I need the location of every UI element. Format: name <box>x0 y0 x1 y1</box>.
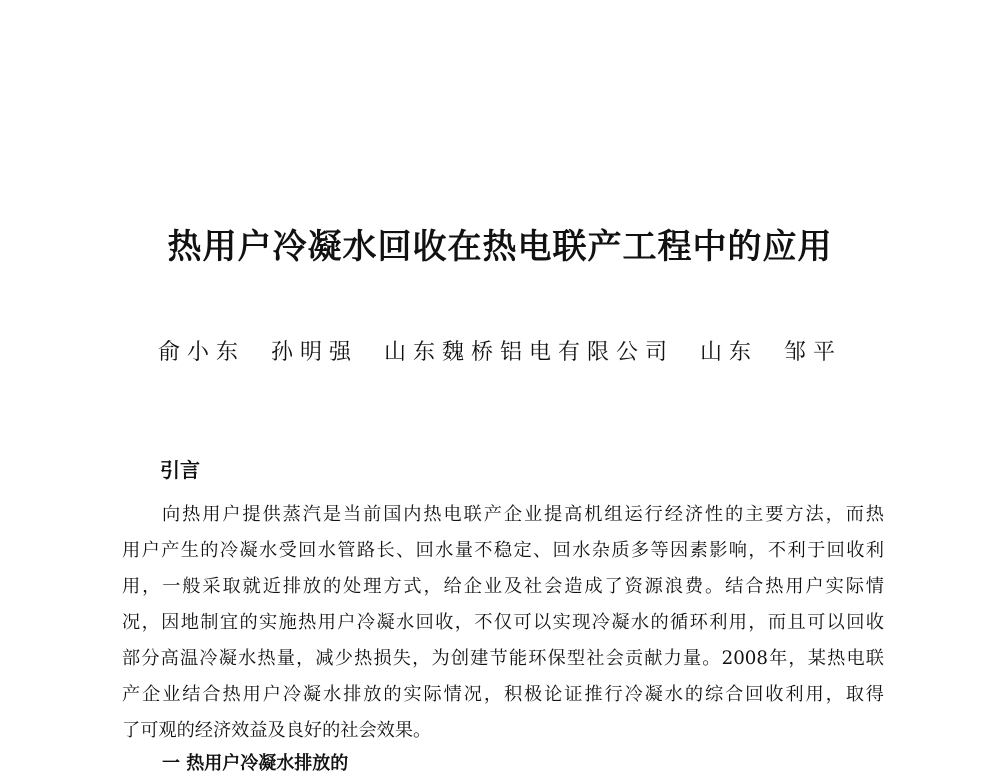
body-paragraph <box>122 497 884 749</box>
paper-title: 热用户冷凝水回收在热电联产工程中的应用 <box>167 227 833 267</box>
paragraph-line: 用户产生的冷凝水受回水管路长、回水量不稳定、回水杂质多等因素影响，不利于回收利 <box>122 540 884 561</box>
paragraph-line: 部分高温冷凝水热量，减少热损失，为创建节能环保型社会贡献力量。2008年，某热电联 <box>122 648 884 669</box>
paragraph-line: 用，一般采取就近排放的处理方式，给企业及社会造成了资源浪费。结合热用户实际情 <box>122 576 884 597</box>
paragraph-line: 产企业结合热用户冷凝水排放的实际情况，积极论证推行冷凝水的综合回收利用，取得 <box>122 684 884 705</box>
affiliation: 山东魏桥铝电有限公司 <box>383 340 674 365</box>
paragraph-line: 了可观的经济效益及良好的社会效果。 <box>122 720 432 741</box>
city: 邹平 <box>784 340 843 365</box>
author-name: 孙明强 <box>270 340 358 365</box>
next-heading-cropped <box>162 748 382 774</box>
province: 山东 <box>700 340 759 365</box>
paragraph-line: 向热用户提供蒸汽是当前国内热电联产企业提高机组运行经济性的主要方法，而热 <box>162 504 884 525</box>
byline <box>0 336 1000 370</box>
paragraph-line: 况，因地制宜的实施热用户冷凝水回收，不仅可以实现冷凝水的循环利用，而且可以回收 <box>122 612 884 633</box>
section-heading: 引言 <box>160 458 200 482</box>
author-name: 俞小东 <box>157 340 245 365</box>
next-heading-text: 一 热用户冷凝水排放的 <box>162 753 349 774</box>
